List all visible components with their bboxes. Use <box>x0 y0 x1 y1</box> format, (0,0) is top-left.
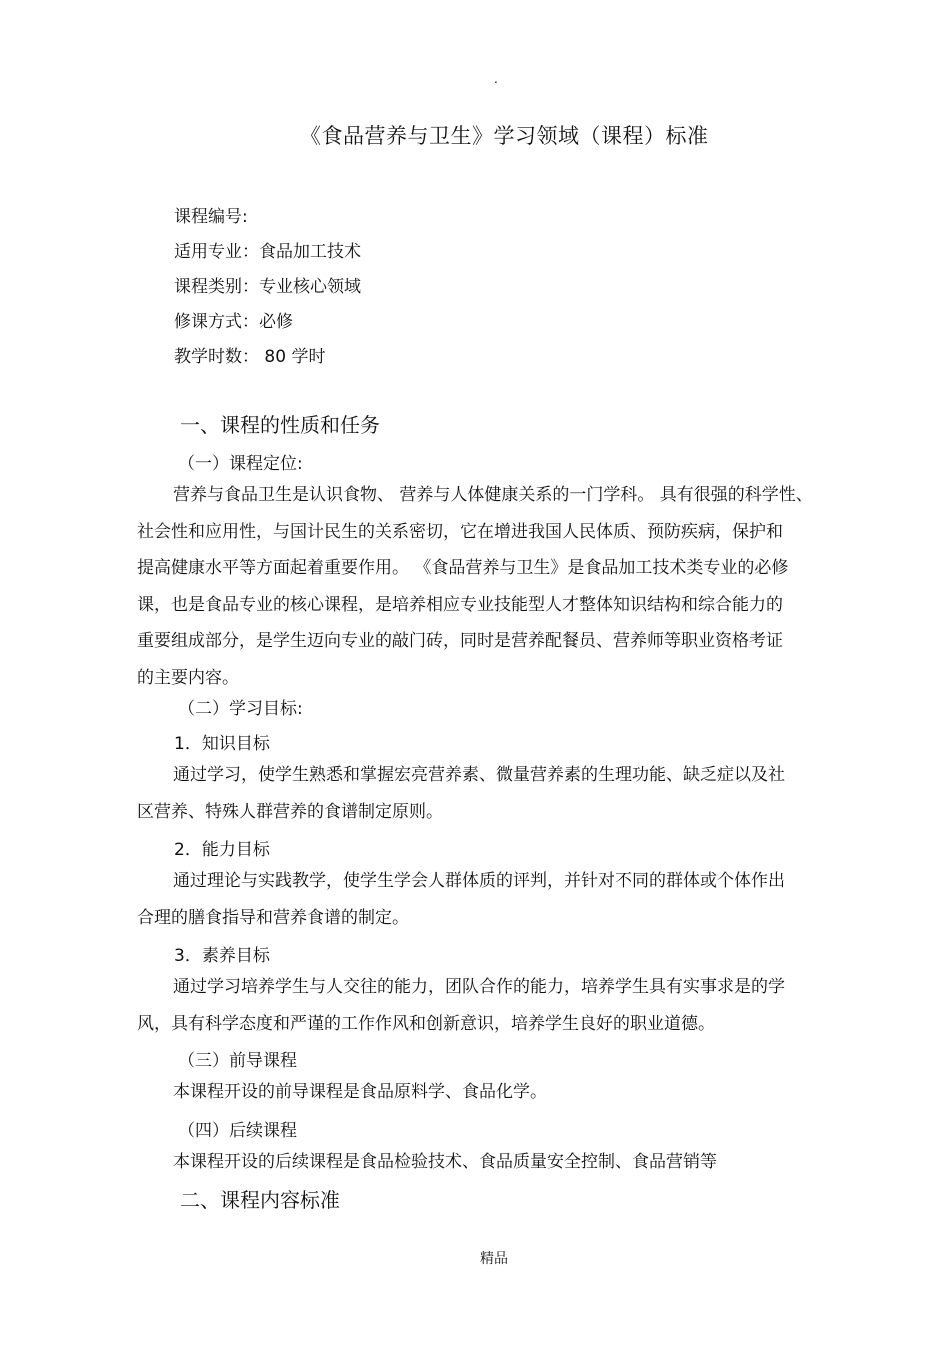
followup-heading: （四）后续课程 <box>178 1121 297 1141</box>
footer-label: 精品 <box>480 1251 508 1267</box>
knowledge-goal-heading: 1．知识目标 <box>174 734 270 754</box>
ability-goal-heading: 2．能力目标 <box>174 840 270 860</box>
paragraph-line: 本课程开设的前导课程是食品原料学、食品化学。 <box>173 1082 547 1102</box>
quality-goal-heading: 3．素养目标 <box>174 946 270 966</box>
positioning-heading: （一）课程定位: <box>178 454 303 474</box>
section-2-heading: 二、课程内容标准 <box>180 1188 340 1212</box>
paragraph-line: 提高健康水平等方面起着重要作用。 《食品营养与卫生》是食品加工技术类专业的必修 <box>137 558 789 578</box>
goals-heading: （二）学习目标: <box>178 699 303 719</box>
paragraph-line: 社会性和应用性，与国计民生的关系密切，它在增进我国人民体质、预防疾病，保护和 <box>137 521 783 542</box>
paragraph-line: 通过学习，使学生熟悉和掌握宏亮营养素、微量营养素的生理功能、缺乏症以及社 <box>173 765 785 785</box>
applicable-major: 适用专业：食品加工技术 <box>174 242 361 262</box>
prereq-heading: （三）前导课程 <box>178 1051 297 1071</box>
paragraph-line: 区营养、特殊人群营养的食谱制定原则。 <box>137 801 443 822</box>
paragraph-line: 重要组成部分，是学生迈向专业的敲门砖，同时是营养配餐员、营养师等职业资格考证 <box>137 631 783 651</box>
knowledge-goal-paragraph <box>137 757 785 830</box>
document-title: 《食品营养与卫生》学习领域（课程）标准 <box>300 124 709 148</box>
paragraph-line: 的主要内容。 <box>137 667 239 688</box>
course-number: 课程编号: <box>174 207 248 227</box>
followup-paragraph <box>137 1144 717 1181</box>
paragraph-line: 通过学习培养学生与人交往的能力，团队合作的能力，培养学生具有实事求是的学 <box>173 977 785 997</box>
section-1-heading: 一、课程的性质和任务 <box>180 413 380 437</box>
teaching-hours: 教学时数： 80 学时 <box>174 347 326 367</box>
header-dot: . <box>494 72 498 86</box>
positioning-paragraph <box>137 477 813 696</box>
course-category: 课程类别：专业核心领域 <box>174 277 361 297</box>
ability-goal-paragraph <box>137 863 785 936</box>
paragraph-line: 课，也是食品专业的核心课程，是培养相应专业技能型人才整体知识结构和综合能力的 <box>137 594 783 615</box>
study-mode: 修课方式：必修 <box>174 312 293 332</box>
quality-goal-paragraph <box>137 969 785 1042</box>
prereq-paragraph <box>137 1074 547 1111</box>
paragraph-line: 风，具有科学态度和严谨的工作作风和创新意识，培养学生良好的职业道德。 <box>137 1013 715 1034</box>
paragraph-line: 本课程开设的后续课程是食品检验技术、食品质量安全控制、食品营销等 <box>173 1152 717 1172</box>
paragraph-line: 通过理论与实践教学，使学生学会人群体质的评判，并针对不同的群体或个体作出 <box>173 871 785 891</box>
paragraph-line: 营养与食品卫生是认识食物、 营养与人体健康关系的一门学科。 具有很强的科学性、 <box>173 485 813 505</box>
paragraph-line: 合理的膳食指导和营养食谱的制定。 <box>137 907 409 928</box>
